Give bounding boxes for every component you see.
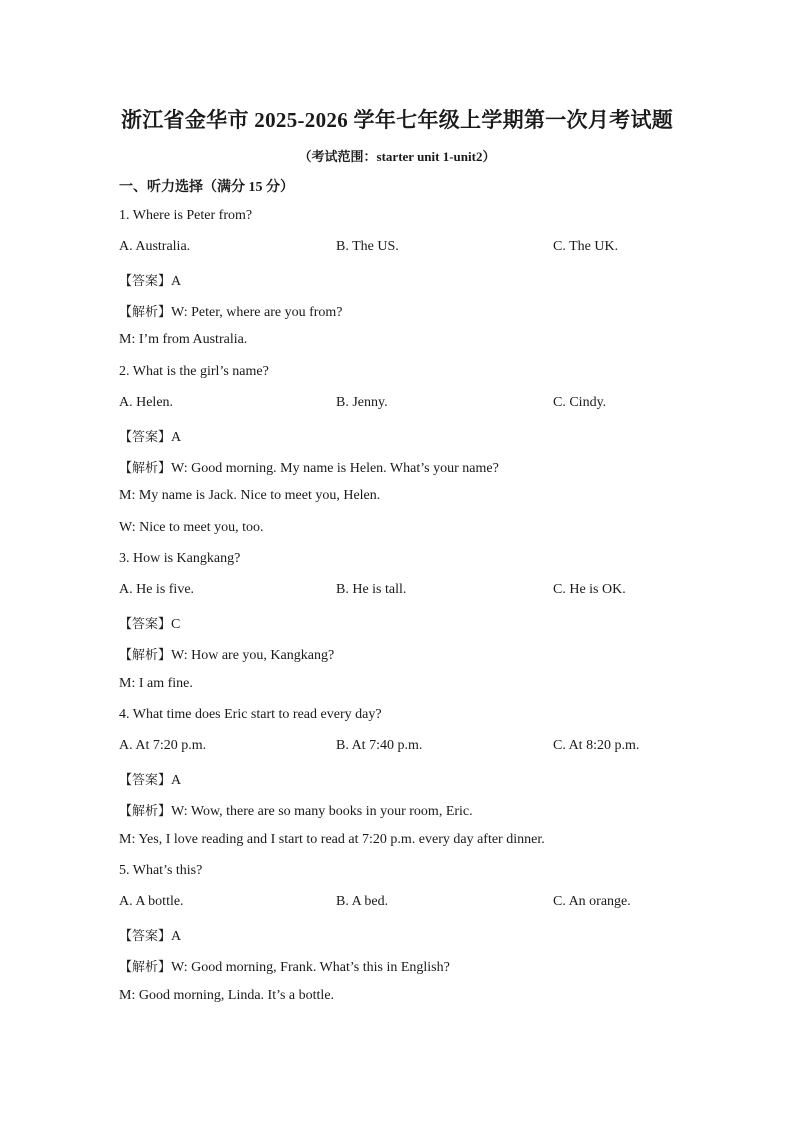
page-title: 浙江省金华市 2025-2026 学年七年级上学期第一次月考试题 xyxy=(120,108,674,132)
option-a: A. A bottle. xyxy=(119,894,184,909)
option-c: C. At 8:20 p.m. xyxy=(553,738,640,753)
transcript-line: M: I’m from Australia. xyxy=(119,332,248,347)
analysis-line xyxy=(119,956,450,976)
answer-line xyxy=(119,769,181,789)
transcript-line: M: Good morning, Linda. It’s a bottle. xyxy=(119,988,335,1003)
analysis-tag: 【解析】 xyxy=(119,960,172,975)
transcript-line: W: Good morning, Frank. What’s this in English? xyxy=(171,960,450,975)
analysis-line xyxy=(119,644,334,664)
option-b: B. The US. xyxy=(336,239,399,254)
answer-tag: 【答案】 xyxy=(119,929,172,944)
exam-scope: （考试范围：starter unit 1-unit2） xyxy=(298,149,496,164)
option-b: B. Jenny. xyxy=(336,395,388,410)
transcript-line: M: I am fine. xyxy=(119,676,193,691)
answer-value: C xyxy=(171,617,181,632)
question-text: 1. Where is Peter from? xyxy=(119,208,253,223)
analysis-tag: 【解析】 xyxy=(119,461,172,476)
answer-tag: 【答案】 xyxy=(119,617,172,632)
transcript-line: W: Nice to meet you, too. xyxy=(119,520,264,535)
transcript-line: W: Peter, where are you from? xyxy=(171,305,343,320)
analysis-line xyxy=(119,301,343,321)
option-b: B. A bed. xyxy=(336,894,389,909)
answer-line xyxy=(119,270,181,290)
answer-tag: 【答案】 xyxy=(119,274,172,289)
transcript-line: W: Good morning. My name is Helen. What’s your name? xyxy=(171,461,499,476)
option-b: B. At 7:40 p.m. xyxy=(336,738,423,753)
answer-value: A xyxy=(171,274,182,289)
option-c: C. An orange. xyxy=(553,894,631,909)
question-text: 2. What is the girl’s name? xyxy=(119,364,269,379)
answer-value: A xyxy=(171,773,182,788)
answer-value: A xyxy=(171,430,182,445)
option-c: C. Cindy. xyxy=(553,395,607,410)
transcript-line: W: How are you, Kangkang? xyxy=(171,648,335,663)
transcript-line: M: Yes, I love reading and I start to read at 7:20 p.m. every day after dinner. xyxy=(119,832,545,847)
answer-line xyxy=(119,925,181,945)
option-a: A. He is five. xyxy=(119,582,195,597)
analysis-tag: 【解析】 xyxy=(119,305,172,320)
section-heading: 一、听力选择（满分 15 分） xyxy=(119,180,294,195)
question-text: 4. What time does Eric start to read every day? xyxy=(119,707,382,722)
analysis-tag: 【解析】 xyxy=(119,648,172,663)
answer-tag: 【答案】 xyxy=(119,773,172,788)
question-text: 5. What’s this? xyxy=(119,863,203,878)
question-text: 3. How is Kangkang? xyxy=(119,551,241,566)
option-c: C. The UK. xyxy=(553,239,619,254)
analysis-line xyxy=(119,800,473,820)
answer-value: A xyxy=(171,929,182,944)
analysis-tag: 【解析】 xyxy=(119,804,172,819)
answer-line xyxy=(119,613,180,633)
option-a: A. Australia. xyxy=(119,239,191,254)
transcript-line: W: Wow, there are so many books in your room, Eric. xyxy=(171,804,473,819)
option-a: A. Helen. xyxy=(119,395,174,410)
transcript-line: M: My name is Jack. Nice to meet you, Helen. xyxy=(119,488,381,503)
option-c: C. He is OK. xyxy=(553,582,626,597)
option-b: B. He is tall. xyxy=(336,582,407,597)
answer-line xyxy=(119,426,181,446)
answer-tag: 【答案】 xyxy=(119,430,172,445)
analysis-line xyxy=(119,457,499,477)
option-a: A. At 7:20 p.m. xyxy=(119,738,207,753)
